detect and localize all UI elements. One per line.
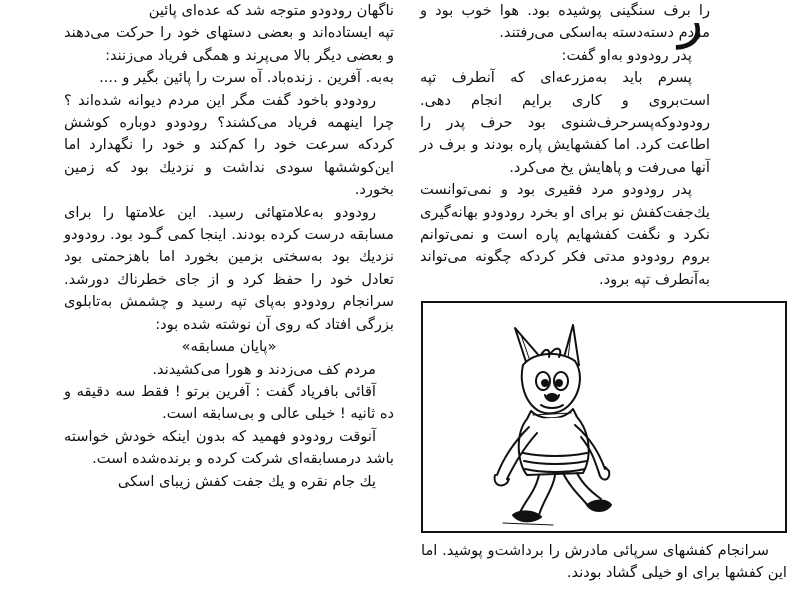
paragraph: آقائی بافریاد گفت : آفرین برتو ! فقط سه دقیقه و ده ثانیه ! خیلی عالی و بی‌سابقه است. — [64, 382, 394, 423]
paragraph: رودودو به‌علامتهائی رسید. این علامتها را برای مسابقه درست کرده بودند. اینجا کمی گـود بود. رودودو نزدیك بود به‌سختی بزمین بخورد اما باهزحمتی بود تعادل خود را حفظ کرد و از جای خطرناك دورشد. سرانجام رودودو به‌پای تپه رسید و چشمش به‌تابلوی بزرگی افتاد که روی آن نوشته شده بود: — [64, 203, 394, 333]
paragraph: را برف سنگینی پوشیده بود. هوا خوب بود و مردم دسته‌دسته به‌اسکی می‌رفتند. — [420, 2, 710, 42]
illustration-frame — [421, 301, 787, 533]
caption-text: سرانجام کفشهای سرپائی مادرش را برداشت‌و پوشید. اما این کفشها برای او خیلی گشاد بودند. — [421, 542, 787, 582]
right-text-column — [420, 0, 710, 291]
paragraph: تپه ایستاده‌اند و بعضی دستهای خود را حرکت می‌دهند و بعضی دیگر بالا می‌پرند و همگی فریاد می‌زنند: — [64, 24, 394, 64]
illustration-caption — [421, 540, 787, 585]
sign-text: «پایان مسابقه» — [181, 338, 277, 356]
paragraph: یك جام نقره و یك جفت کفش زیبای اسکی — [117, 472, 376, 490]
boy-character-illustration — [423, 303, 785, 531]
paragraph: پدر رودودو مرد فقیری بود و نمی‌توانست یك‌جفت‌کفش نو برای او بخرد رودودو بهانه‌گیری نکرد و نگفت کفشهایم پاره است و نمی‌توانم بروم رودودو مدتی فکر کردکه چگونه می‌تواند به‌آنطرف تپه برود. — [420, 181, 710, 288]
paragraph: پسرم باید به‌مزرعه‌ای که آنطرف تپه است‌بروی و کاری برایم انجام دهی. رودودوکه‌پسرحرف‌شنوی بود حرف پدر را اطاعت کرد. اما کفشهایش پاره بودند و برف در آنها می‌رفت و پاهایش یخ می‌کرد. — [420, 69, 710, 176]
paragraph: ناگهان رودودو متوجه شد که عده‌ای پائین — [148, 2, 394, 19]
left-text-column — [64, 0, 394, 493]
paragraph: رودودو باخود گفت مگر این مردم دیوانه شده‌اند ؟ چرا اینهمه فریاد می‌کشند؟ رودودو دوباره کوشش کردکه سرعت خود را کم‌کند و خود را نگهدارد اما این‌کوششها سودی نداشت و نزدیك بود که زمین بخورد. — [64, 91, 394, 199]
paragraph: مردم کف می‌زدند و هورا می‌کشیدند. — [152, 360, 376, 378]
paragraph: پدر رودودو به‌او گفت: — [561, 46, 692, 64]
paragraph: به‌به. آفرین . زنده‌باد. آه سرت را پائین بگیر و .... — [99, 69, 394, 87]
paragraph: آنوقت رودودو فهمید که بدون اینکه خودش خواسته باشد درمسابقه‌ای شرکت کرده و برنده‌شده است. — [64, 427, 394, 468]
drop-cap-initial: ر — [678, 0, 704, 50]
